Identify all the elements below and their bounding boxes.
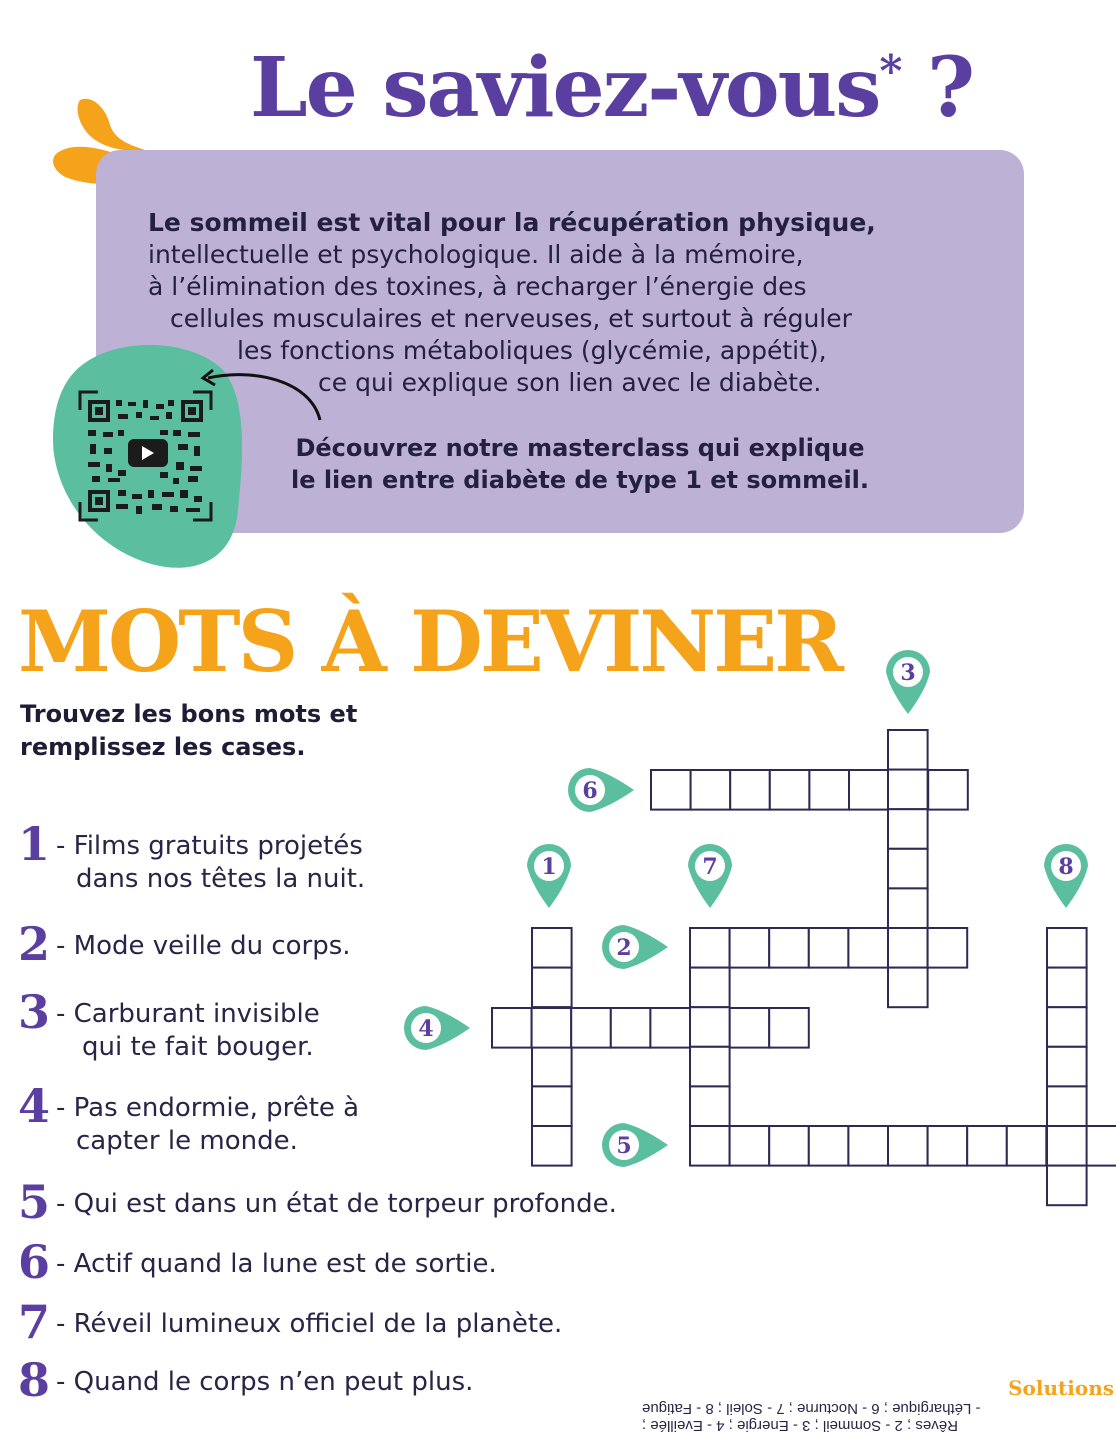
crossword-cell[interactable] (532, 928, 572, 968)
cta-line: Découvrez notre masterclass qui explique (295, 434, 865, 462)
clue-number: 6 (18, 1235, 51, 1289)
crossword-cell[interactable] (1047, 1166, 1087, 1206)
crossword-cell[interactable] (809, 1126, 849, 1166)
crossword-cell[interactable] (690, 1086, 730, 1126)
clue-text: - Films gratuits projetés (56, 831, 363, 861)
info-line: intellectuelle et psychologique. Il aide à la mémoire, (148, 240, 804, 269)
crossword-cell[interactable] (690, 1126, 730, 1166)
crossword-cell[interactable] (849, 770, 889, 810)
crossword-cell[interactable] (967, 1126, 1007, 1166)
marker-7 (688, 844, 732, 908)
solutions-text (642, 1400, 1112, 1434)
crossword-cell[interactable] (1007, 1126, 1047, 1166)
instructions-line: Trouvez les bons mots et (20, 700, 358, 728)
crossword-cell[interactable] (730, 1126, 770, 1166)
crossword-cell[interactable] (532, 1008, 572, 1048)
marker-number: 4 (418, 1016, 434, 1042)
crossword-cell[interactable] (650, 1008, 690, 1048)
clue-text: - Quand le corps n’en peut plus. (56, 1367, 474, 1397)
clue-number: 8 (18, 1353, 51, 1407)
crossword-cell[interactable] (1047, 1047, 1087, 1087)
crossword-cell[interactable] (571, 1008, 611, 1048)
crossword-cell[interactable] (809, 928, 849, 968)
marker-number: 6 (582, 778, 598, 804)
crossword-cell[interactable] (888, 770, 928, 810)
marker-5 (602, 1123, 668, 1167)
crossword-cell[interactable] (532, 1047, 572, 1087)
crossword-cell[interactable] (690, 968, 730, 1008)
crossword-cell[interactable] (769, 1008, 809, 1048)
crossword-cell[interactable] (532, 968, 572, 1008)
clue-number: 7 (18, 1295, 51, 1349)
crossword-cell[interactable] (1047, 928, 1087, 968)
crossword-cell[interactable] (730, 928, 770, 968)
solutions-line: Rêves ; 2 - Sommeil ; 3 - Energie ; 4 - Eveillée ; (642, 1417, 958, 1434)
crossword-cell[interactable] (848, 928, 888, 968)
cta-line: le lien entre diabète de type 1 et sommeil. (290, 466, 870, 494)
crossword-cell[interactable] (888, 809, 928, 849)
crossword-cell[interactable] (928, 770, 968, 810)
crossword-cell[interactable] (888, 968, 928, 1008)
game-title: MOTS À DEVINER (18, 592, 841, 691)
crossword-cell[interactable] (769, 928, 809, 968)
crossword-cell[interactable] (1086, 1126, 1116, 1166)
crossword-cell[interactable] (770, 770, 810, 810)
marker-number: 1 (541, 854, 557, 880)
info-line: à l’élimination des toxines, à recharger l’énergie des (148, 272, 807, 301)
clue-text: - Actif quand la lune est de sortie. (56, 1249, 497, 1279)
instructions-line: remplissez les cases. (20, 733, 306, 761)
crossword-cell[interactable] (928, 928, 968, 968)
clue-text: - Carburant invisible (56, 999, 320, 1029)
crossword-cell[interactable] (730, 1008, 770, 1048)
info-line: ce qui explique son lien avec le diabète. (318, 368, 822, 397)
clue-number: 5 (18, 1175, 51, 1229)
marker-2 (602, 925, 668, 969)
marker-3 (886, 650, 930, 714)
info-line: cellules musculaires et nerveuses, et surtout à réguler (170, 304, 852, 333)
clue-text: - Pas endormie, prête à (56, 1093, 360, 1123)
crossword-cell[interactable] (848, 1126, 888, 1166)
marker-number: 7 (702, 854, 718, 880)
marker-number: 5 (616, 1133, 632, 1159)
crossword-cell[interactable] (888, 928, 928, 968)
crossword-cell[interactable] (651, 770, 691, 810)
clue-text-cont: qui te fait bouger. (82, 1032, 314, 1062)
crossword-cell[interactable] (611, 1008, 651, 1048)
marker-number: 2 (616, 935, 632, 961)
crossword-cell[interactable] (691, 770, 731, 810)
marker-8 (1044, 844, 1088, 908)
clue-text-cont: dans nos têtes la nuit. (76, 864, 366, 894)
info-line: les fonctions métaboliques (glycémie, appétit), (237, 336, 827, 365)
crossword-cell[interactable] (690, 1007, 730, 1047)
crossword-cell[interactable] (769, 1126, 809, 1166)
marker-6 (568, 768, 634, 812)
marker-1 (527, 844, 571, 908)
crossword-cell[interactable] (690, 928, 730, 968)
crossword-cell[interactable] (1047, 1086, 1087, 1126)
crossword-cell[interactable] (888, 1126, 928, 1166)
clue-text: - Réveil lumineux officiel de la planète. (56, 1309, 563, 1339)
clue-text: - Qui est dans un état de torpeur profonde. (56, 1189, 617, 1219)
clue-number: 1 (18, 817, 51, 871)
clue-number: 4 (18, 1079, 51, 1133)
crossword-cell[interactable] (1047, 1126, 1087, 1166)
crossword-cell[interactable] (809, 770, 849, 810)
crossword-cell[interactable] (532, 1086, 572, 1126)
crossword-cell[interactable] (690, 1047, 730, 1087)
marker-number: 8 (1058, 854, 1074, 880)
clue-text: - Mode veille du corps. (56, 931, 351, 961)
crossword-cell[interactable] (492, 1008, 532, 1048)
solutions-line: - Léthargique ; 6 - Nocturne ; 7 - Soleil ; 8 - Fatigue (642, 1400, 981, 1417)
crossword-cell[interactable] (888, 849, 928, 889)
page-title: Le saviez-vous* ? (250, 40, 973, 136)
solutions-title: Solutions (1008, 1376, 1114, 1400)
clue-number: 3 (18, 985, 51, 1039)
marker-number: 3 (900, 660, 916, 686)
crossword-cell[interactable] (888, 730, 928, 770)
info-bold-line: Le sommeil est vital pour la récupération physique, (148, 208, 876, 237)
marker-4 (404, 1006, 470, 1050)
crossword-cell[interactable] (1047, 968, 1087, 1008)
crossword-cell[interactable] (928, 1126, 968, 1166)
crossword-cell[interactable] (730, 770, 770, 810)
crossword-cell[interactable] (532, 1126, 572, 1166)
crossword-cell[interactable] (1047, 1007, 1087, 1047)
clue-number: 2 (18, 917, 51, 971)
clue-text-cont: capter le monde. (76, 1126, 298, 1156)
crossword-cell[interactable] (888, 888, 928, 928)
